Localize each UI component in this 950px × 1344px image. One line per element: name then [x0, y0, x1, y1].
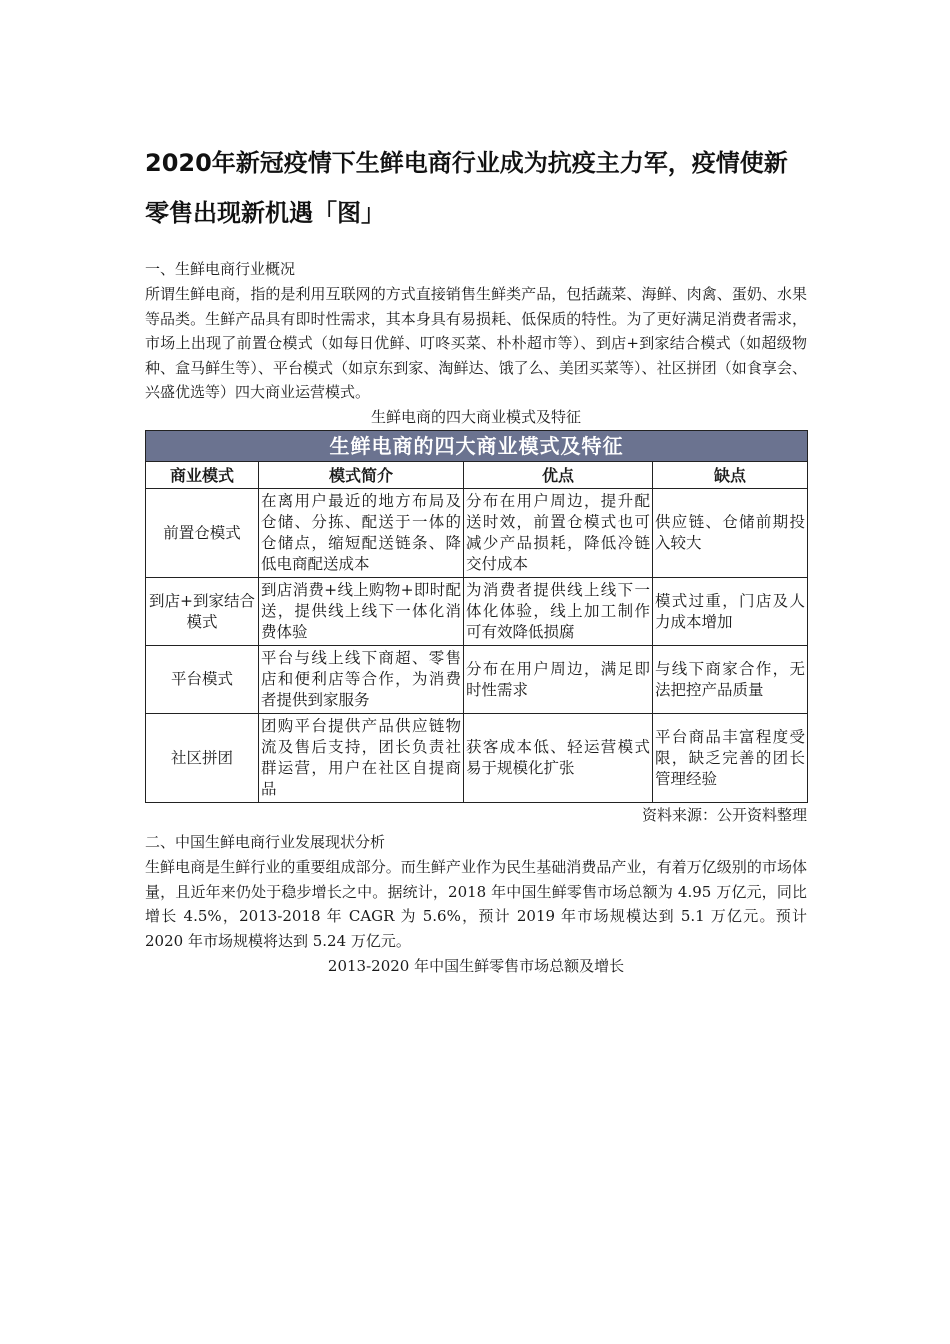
- pros-cell: 为消费者提供线上线下一体化体验，线上加工制作可有效降低损腐: [464, 578, 653, 646]
- cons-cell: 平台商品丰富程度受限，缺乏完善的团长管理经验: [653, 714, 808, 803]
- cons-cell: 与线下商家合作，无法把控产品质量: [653, 646, 808, 714]
- business-model-table: [145, 430, 808, 803]
- pros-cell: 分布在用户周边，满足即时性需求: [464, 646, 653, 714]
- page-title: 2020年新冠疫情下生鲜电商行业成为抗疫主力军，疫情使新零售出现新机遇「图」: [145, 149, 788, 227]
- data-source: 资料来源：公开资料整理: [641, 806, 807, 824]
- model-name-cell: 前置仓模式: [146, 489, 259, 578]
- table-row: [146, 646, 808, 714]
- section1-heading: 一、生鲜电商行业概况: [145, 260, 296, 278]
- model-name-cell: 社区拼团: [146, 714, 259, 803]
- intro-cell: 平台与线上线下商超、零售店和便利店等合作，为消费者提供到家服务: [259, 646, 464, 714]
- model-name-cell: 到店+到家结合模式: [146, 578, 259, 646]
- section2-heading: 二、中国生鲜电商行业发展现状分析: [145, 833, 386, 851]
- column-header: 缺点: [653, 462, 808, 489]
- column-header: 模式简介: [259, 462, 464, 489]
- section2-paragraph: 生鲜电商是生鲜行业的重要组成部分。而生鲜产业作为民生基础消费品产业，有着万亿级别的市场体量，且近年来仍处于稳步增长之中。据统计，2018 年中国生鲜零售市场总额为 4.95 万亿元，同比增长 4.5%，2013-2018 年 CAGR 为 5.6%，预计 2019 年市场规模达到 5.1 万亿元。预计 2020 年市场规模将达到 5.24 万亿元。: [145, 858, 807, 950]
- table-banner: 生鲜电商的四大商业模式及特征: [146, 431, 808, 462]
- model-name-cell: 平台模式: [146, 646, 259, 714]
- cons-cell: 模式过重，门店及人力成本增加: [653, 578, 808, 646]
- intro-cell: 在离用户最近的地方布局及仓储、分拣、配送于一体的仓储点，缩短配送链条、降低电商配送成本: [259, 489, 464, 578]
- section1-paragraph: 所谓生鲜电商，指的是利用互联网的方式直接销售生鲜类产品，包括蔬菜、海鲜、肉禽、蛋奶、水果等品类。生鲜产品具有即时性需求，其本身具有易损耗、低保质的特性。为了更好满足消费者需求，市场上出现了前置仓模式（如每日优鲜、叮咚买菜、朴朴超市等）、到店+到家结合模式（如超级物种、盒马鲜生等）、平台模式（如京东到家、淘鲜达、饿了么、美团买菜等）、社区拼团（如食享会、兴盛优选等）四大商业运营模式。: [145, 285, 807, 401]
- intro-cell: 团购平台提供产品供应链物流及售后支持，团长负责社群运营，用户在社区自提商品: [259, 714, 464, 803]
- intro-cell: 到店消费+线上购物+即时配送，提供线上线下一体化消费体验: [259, 578, 464, 646]
- table-row: [146, 714, 808, 803]
- table-row: [146, 578, 808, 646]
- column-header: 商业模式: [146, 462, 259, 489]
- column-header: 优点: [464, 462, 653, 489]
- cons-cell: 供应链、仓储前期投入较大: [653, 489, 808, 578]
- pros-cell: 分布在用户周边，提升配送时效，前置仓模式也可减少产品损耗，降低冷链交付成本: [464, 489, 653, 578]
- table-row: [146, 489, 808, 578]
- table-caption: 生鲜电商的四大商业模式及特征: [370, 408, 581, 426]
- pros-cell: 获客成本低、轻运营模式易于规模化扩张: [464, 714, 653, 803]
- chart-caption: 2013-2020 年中国生鲜零售市场总额及增长: [327, 957, 625, 975]
